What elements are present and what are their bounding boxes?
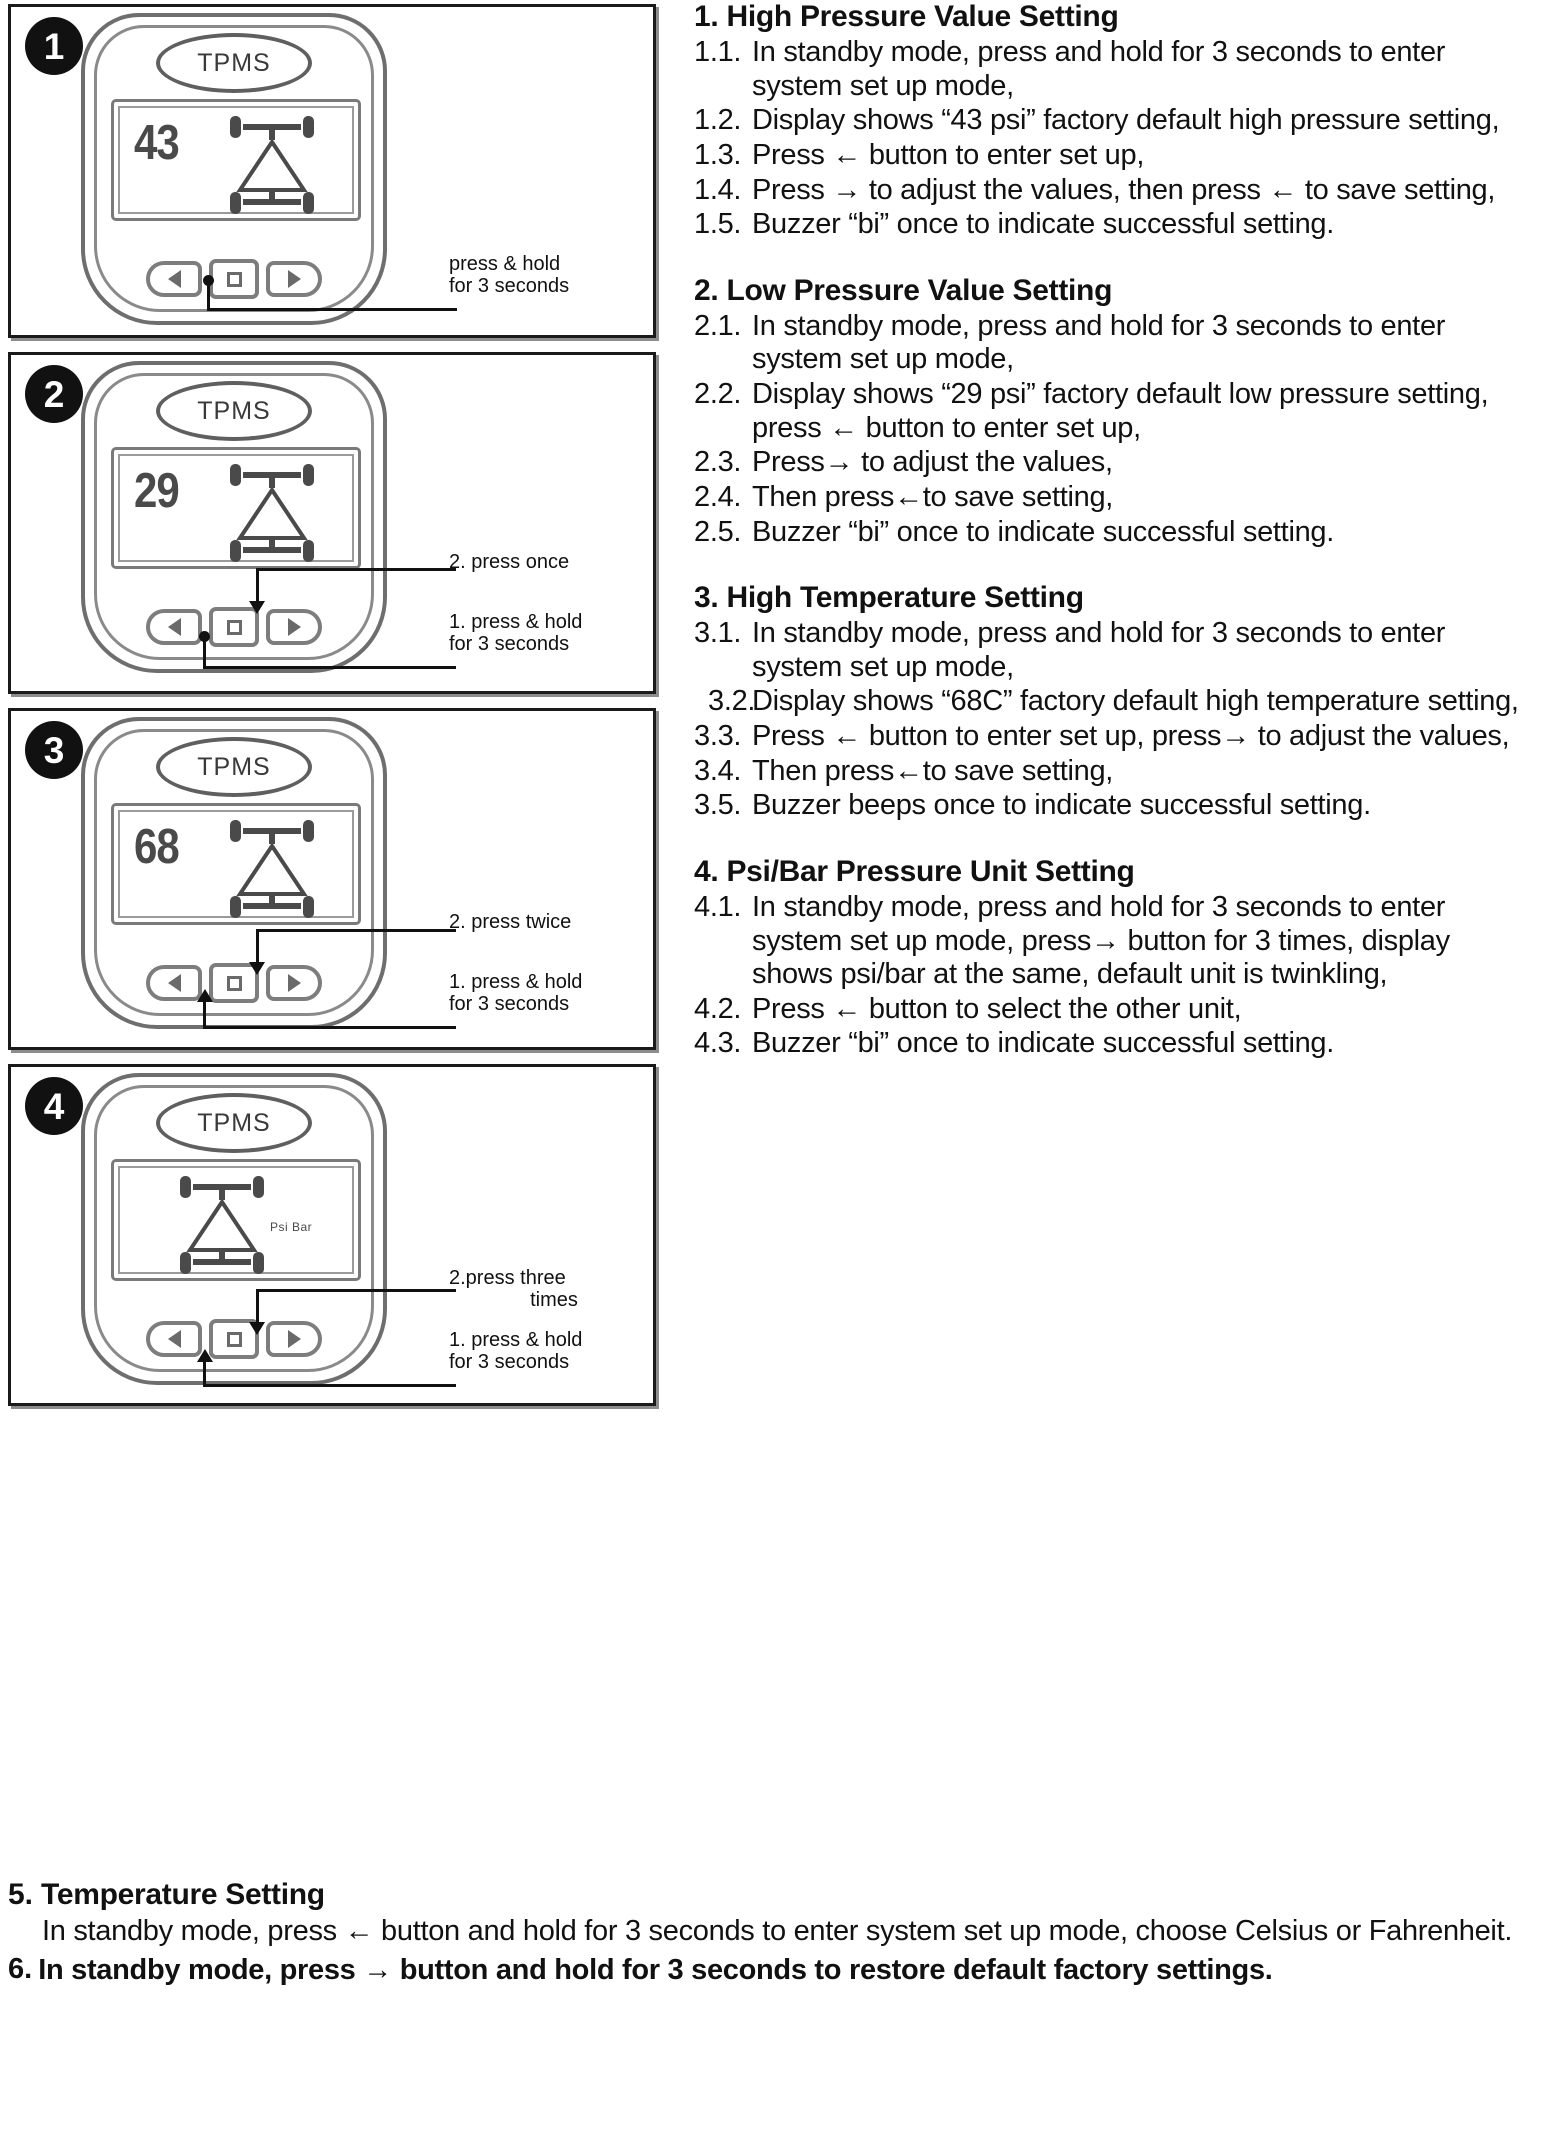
left-arrow-button-1[interactable]	[146, 261, 202, 297]
step-1-4	[686, 174, 1538, 208]
callout-press-twice-3	[449, 911, 654, 933]
left-triangle-icon	[168, 270, 181, 288]
callout-press-hold-3	[449, 971, 654, 1016]
left-arrow-button-3[interactable]	[146, 965, 202, 1001]
step-number: 1.2.	[694, 104, 742, 137]
step-text: Buzzer “bi” once to indicate successful setting.	[752, 208, 1334, 241]
callout-press-hold-1	[449, 253, 654, 298]
step-number: 3.2.	[708, 685, 756, 718]
right-arrow-button-2[interactable]	[266, 609, 322, 645]
step-text: In standby mode, press and hold for 3 seconds to enter system set up mode, press→ button for 3 times, display shows psi/bar at the same, default unit is twinkling,	[752, 890, 1450, 991]
lcd-screen-1	[118, 106, 354, 214]
figure-panel-1	[8, 4, 656, 338]
step-2-4	[686, 481, 1538, 515]
step-4-1	[686, 891, 1538, 992]
right-triangle-icon	[288, 270, 301, 288]
step-number: 2.5.	[694, 515, 742, 548]
callout-line-2: for 3 seconds	[449, 993, 570, 1016]
section-2	[686, 274, 1538, 549]
lcd-bezel-2	[111, 447, 361, 569]
callout-line-2: for 3 seconds	[449, 1351, 570, 1374]
step-number: 2.4.	[694, 480, 742, 513]
callout-line-1: 1. press & hold	[449, 1329, 583, 1351]
leader-vline-4a	[256, 1289, 259, 1325]
lcd-bezel-4	[111, 1159, 361, 1281]
step-text: Press ← button to enter set up,	[752, 138, 1145, 171]
step-text: Press ← button to select the other unit,	[752, 992, 1242, 1025]
leader-vline-4b	[203, 1359, 206, 1387]
step-3-4	[686, 755, 1538, 789]
callout-line-1: 2. press twice	[449, 911, 572, 933]
step-2-2	[686, 378, 1538, 445]
car-schematic-icon-1	[216, 112, 328, 216]
step-text: Press→ to adjust the values,	[752, 446, 1113, 479]
step-number: 2.3.	[694, 446, 742, 479]
leader-hline-1	[207, 308, 457, 311]
tpms-logo-3: TPMS	[156, 737, 312, 797]
bottom-sections	[8, 1878, 1538, 1988]
step-2-3	[686, 446, 1538, 480]
tpms-logo-4: TPMS	[156, 1093, 312, 1153]
leader-hline-2a	[256, 568, 456, 571]
callout-line-1: press & hold	[449, 253, 561, 275]
figure-panel-2	[8, 352, 656, 694]
left-triangle-icon	[168, 618, 181, 636]
section-4-title: 4. Psi/Bar Pressure Unit Setting	[694, 854, 1135, 888]
step-bubble-4: 4	[25, 1077, 83, 1135]
button-row-3	[146, 963, 322, 1003]
leader-hline-4a	[256, 1289, 456, 1292]
leader-arrow-3a	[249, 962, 265, 975]
leader-hline-4b	[203, 1384, 456, 1387]
lcd-screen-3	[118, 810, 354, 918]
figure-column	[8, 4, 668, 1420]
section-3-title: 3. High Temperature Setting	[694, 581, 1084, 615]
step-text: In standby mode, press and hold for 3 seconds to enter system set up mode,	[752, 309, 1446, 376]
step-number: 2.1.	[694, 309, 742, 342]
callout-line-2: times	[530, 1289, 578, 1312]
tpms-logo-2: TPMS	[156, 381, 312, 441]
section-3	[686, 581, 1538, 823]
step-3-2	[686, 685, 1538, 719]
right-triangle-icon	[288, 974, 301, 992]
callout-line-1: 2. press once	[449, 551, 570, 573]
callout-press-three-times-4	[449, 1267, 656, 1312]
leader-vline-3b	[203, 999, 206, 1029]
section-6-number: 6.	[8, 1952, 33, 1985]
section-spacer	[686, 244, 1538, 274]
step-number: 4.3.	[694, 1027, 742, 1060]
leader-arrow-4a	[249, 1322, 265, 1335]
section-6-text: In standby mode, press → button and hold for 3 seconds to restore default factory settings.	[38, 1953, 1273, 1986]
button-row-2	[146, 607, 322, 647]
step-bubble-1: 1	[25, 17, 83, 75]
right-triangle-icon	[288, 1330, 301, 1348]
car-schematic-icon-3	[216, 816, 328, 920]
step-number: 4.2.	[694, 992, 742, 1025]
section-2-title: 2. Low Pressure Value Setting	[694, 273, 1113, 307]
section-5-body: In standby mode, press ← button and hold for 3 seconds to enter system set up mode, choose Celsius or Fahrenheit.	[42, 1915, 1513, 1947]
callout-line-1: 2.press three	[449, 1267, 566, 1289]
step-text: Then press←to save setting,	[752, 480, 1114, 513]
callout-press-hold-4	[449, 1329, 654, 1374]
button-row-1	[146, 259, 322, 299]
step-text: Buzzer “bi” once to indicate successful setting.	[752, 1027, 1334, 1060]
left-triangle-icon	[168, 974, 181, 992]
section-4	[686, 855, 1538, 1061]
callout-line-2: for 3 seconds	[449, 275, 570, 298]
lcd-pressure-value-1: 43	[134, 114, 179, 170]
step-2-1	[686, 310, 1538, 377]
center-square-button-1[interactable]	[209, 259, 259, 299]
step-text: In standby mode, press and hold for 3 seconds to enter system set up mode,	[752, 617, 1446, 683]
right-triangle-icon	[288, 618, 301, 636]
section-1-title: 1. High Pressure Value Setting	[694, 0, 1119, 33]
leader-vline-2b	[203, 635, 206, 669]
step-3-1	[686, 617, 1538, 684]
left-arrow-button-4[interactable]	[146, 1321, 202, 1357]
figure-panel-3	[8, 708, 656, 1050]
step-3-3	[686, 720, 1538, 754]
step-number: 2.2.	[694, 378, 742, 410]
square-icon	[227, 1332, 242, 1347]
section-spacer	[686, 825, 1538, 855]
section-1	[686, 0, 1538, 242]
step-text: Buzzer “bi” once to indicate successful setting.	[752, 515, 1334, 548]
lcd-bezel-3	[111, 803, 361, 925]
car-schematic-icon-4	[166, 1172, 278, 1276]
leader-arrow-2a	[249, 601, 265, 614]
step-text: Display shows “29 psi” factory default low pressure setting, press ← button to enter set up,	[752, 378, 1489, 444]
lcd-unit-label-4: Psi Bar	[270, 1220, 313, 1234]
step-1-3	[686, 139, 1538, 173]
step-bubble-2: 2	[25, 365, 83, 423]
car-schematic-icon-2	[216, 460, 328, 564]
left-arrow-button-2[interactable]	[146, 609, 202, 645]
tpms-device-1	[81, 13, 401, 325]
button-row-4	[146, 1319, 322, 1359]
section-5-number: 5.	[8, 1878, 34, 1911]
callout-line-1: 1. press & hold	[449, 971, 583, 993]
step-1-5	[686, 208, 1538, 242]
step-number: 1.3.	[694, 138, 742, 171]
lcd-temperature-value-3: 68	[134, 818, 179, 874]
callout-line-2: for 3 seconds	[449, 633, 570, 656]
lcd-pressure-value-2: 29	[134, 462, 179, 518]
leader-vline-3a	[256, 929, 259, 965]
tpms-device-4	[81, 1073, 401, 1385]
step-text: Press ← button to enter set up, press→ to adjust the values,	[752, 720, 1510, 752]
step-number: 4.1.	[694, 890, 742, 923]
step-number: 3.4.	[694, 754, 742, 787]
instructions-column	[686, 0, 1538, 1063]
lcd-screen-2	[118, 454, 354, 562]
tpms-device-3	[81, 717, 401, 1029]
leader-hline-3a	[256, 929, 456, 932]
right-arrow-button-4[interactable]	[266, 1321, 322, 1357]
step-number: 3.3.	[694, 720, 742, 752]
leader-hline-3b	[203, 1026, 456, 1029]
section-spacer	[686, 551, 1538, 581]
step-text: In standby mode, press and hold for 3 seconds to enter system set up mode,	[752, 36, 1446, 102]
tpms-logo-1: TPMS	[156, 33, 312, 93]
square-icon	[227, 976, 242, 991]
right-arrow-button-3[interactable]	[266, 965, 322, 1001]
section-5-title: Temperature Setting	[41, 1878, 325, 1911]
callout-line-1: 1. press & hold	[449, 611, 583, 633]
step-bubble-3: 3	[25, 721, 83, 779]
callout-press-once-2	[449, 551, 654, 573]
leader-vline-1	[207, 279, 210, 311]
step-1-2	[686, 104, 1538, 138]
section-5	[8, 1878, 1538, 1912]
step-text: Buzzer beeps once to indicate successful setting.	[752, 789, 1371, 822]
square-icon	[227, 272, 242, 287]
section-6	[8, 1953, 1538, 1988]
step-1-1	[686, 36, 1538, 103]
step-4-3	[686, 1027, 1538, 1061]
left-triangle-icon	[168, 1330, 181, 1348]
step-number: 3.1.	[694, 617, 742, 650]
lcd-bezel-1	[111, 99, 361, 221]
step-2-5	[686, 516, 1538, 550]
leader-hline-2b	[203, 666, 456, 669]
step-text: Press → to adjust the values, then press ← to save setting,	[752, 173, 1496, 206]
tpms-device-2	[81, 361, 401, 673]
step-number: 1.1.	[694, 36, 742, 68]
step-3-5	[686, 789, 1538, 823]
square-icon	[227, 620, 242, 635]
step-text: Display shows “43 psi” factory default high pressure setting,	[752, 104, 1500, 137]
leader-vline-2a	[256, 568, 259, 604]
step-number: 1.5.	[694, 208, 742, 241]
step-text: Then press←to save setting,	[752, 754, 1114, 787]
right-arrow-button-1[interactable]	[266, 261, 322, 297]
step-text: Display shows “68C” factory default high temperature setting,	[752, 685, 1519, 718]
lcd-screen-4	[118, 1166, 354, 1274]
step-number: 1.4.	[694, 173, 742, 206]
figure-panel-4	[8, 1064, 656, 1406]
step-number: 3.5.	[694, 789, 742, 822]
step-4-2	[686, 993, 1538, 1027]
callout-press-hold-2	[449, 611, 654, 656]
